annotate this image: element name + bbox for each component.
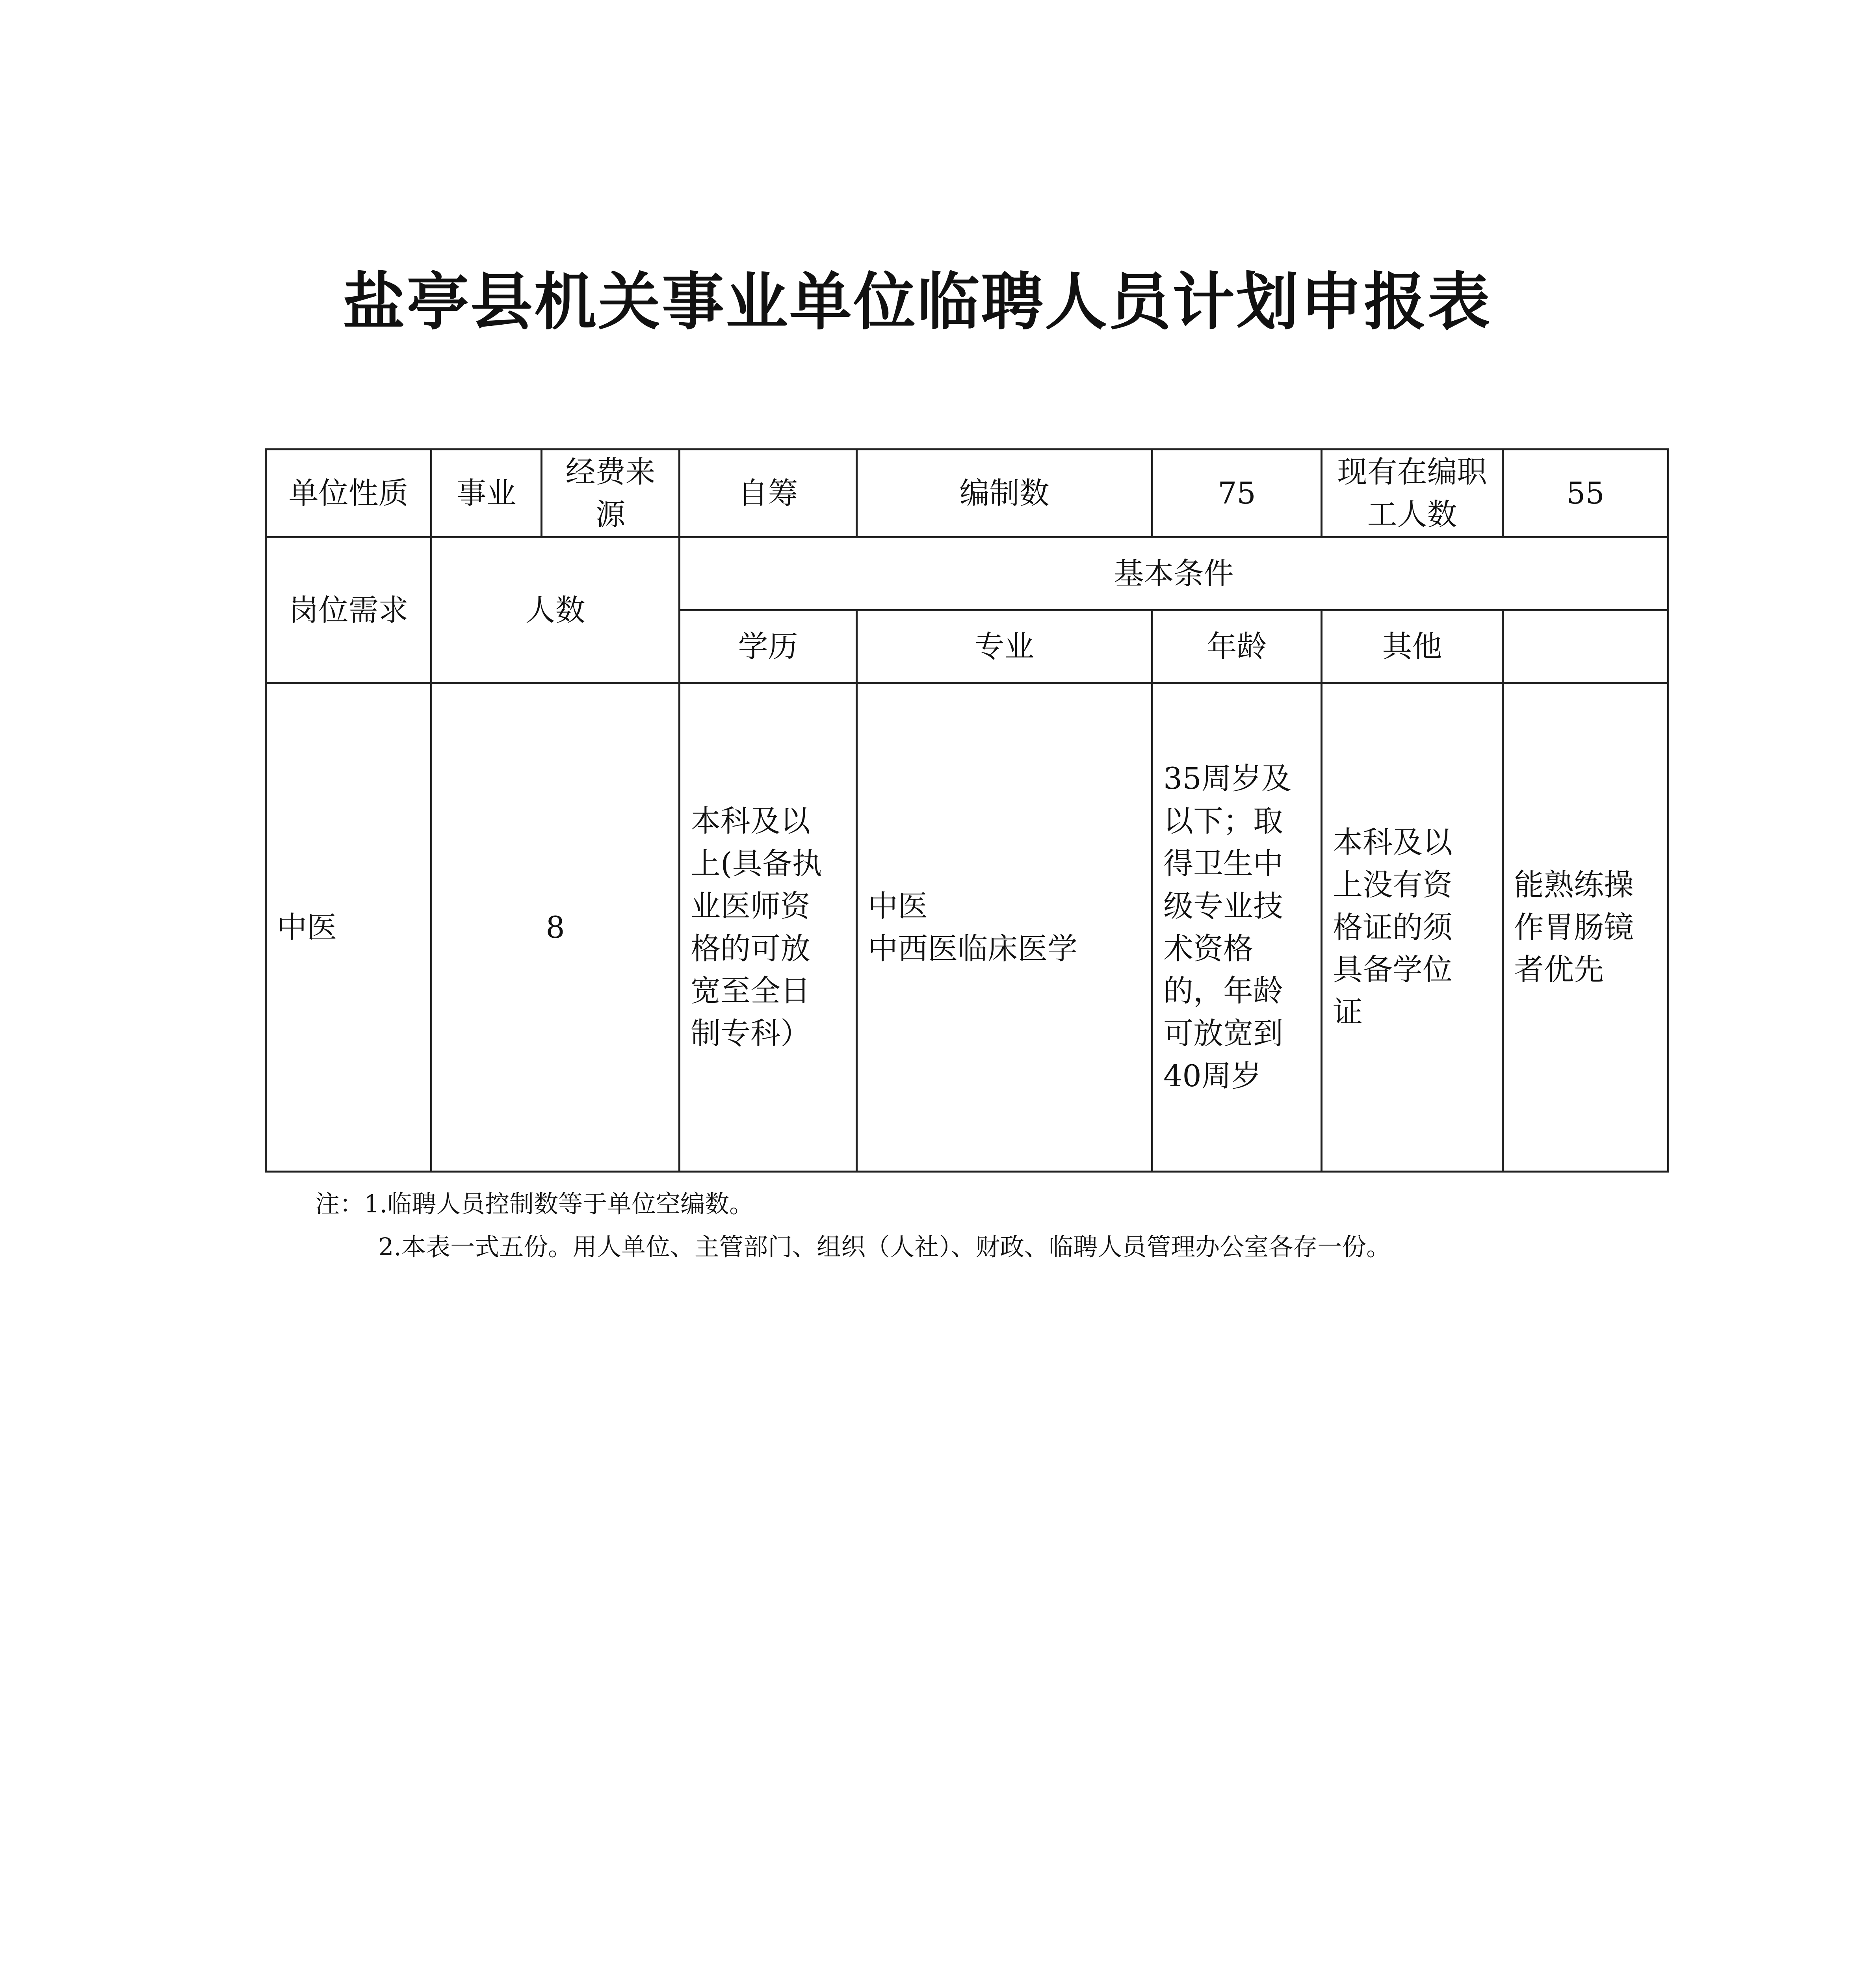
education-label: 学历 — [680, 610, 857, 683]
major-label: 专业 — [857, 610, 1152, 683]
notes — [315, 1183, 1391, 1268]
application-form-table — [265, 448, 1669, 1173]
other-label: 其他 — [1322, 610, 1503, 683]
table-row-position — [266, 683, 1668, 1172]
table-row-header — [266, 537, 1668, 610]
current-staff-label: 现有在编职工人数 — [1322, 450, 1503, 537]
note-2: 2.本表一式五份。用人单位、主管部门、组织（人社）、财政、临聘人员管理办公室各存一份。 — [378, 1232, 1391, 1261]
current-staff-value: 55 — [1503, 450, 1668, 537]
funding-source-value: 自筹 — [680, 450, 857, 537]
position-value: 中医 — [266, 683, 431, 1172]
education-value: 本科及以 上(具备执 业医师资 格的可放 宽至全日 制专科） — [680, 683, 857, 1172]
major-value: 中医 中西医临床医学 — [857, 683, 1152, 1172]
position-label: 岗位需求 — [266, 537, 431, 683]
note-1: 注：1.临聘人员控制数等于单位空编数。 — [315, 1189, 754, 1218]
funding-source-label: 经费来源 — [542, 450, 680, 537]
headcount-value: 8 — [431, 683, 680, 1172]
table-row-unit-info — [266, 450, 1668, 537]
extra-value: 能熟练操 作胃肠镜 者优先 — [1503, 683, 1668, 1172]
unit-nature-label: 单位性质 — [266, 450, 431, 537]
unit-nature-value: 事业 — [431, 450, 542, 537]
age-value: 35周岁及 以下；取 得卫生中 级专业技 术资格 的，年龄 可放宽到 40周岁 — [1152, 683, 1322, 1172]
staffing-quota-label: 编制数 — [857, 450, 1152, 537]
page-title: 盐亭县机关事业单位临聘人员计划申报表 — [343, 266, 1492, 338]
headcount-label: 人数 — [431, 537, 680, 683]
other-value: 本科及以 上没有资 格证的须 具备学位 证 — [1322, 683, 1503, 1172]
extra-label — [1503, 610, 1668, 683]
basic-conditions-label: 基本条件 — [680, 537, 1668, 610]
age-label: 年龄 — [1152, 610, 1322, 683]
staffing-quota-value: 75 — [1152, 450, 1322, 537]
